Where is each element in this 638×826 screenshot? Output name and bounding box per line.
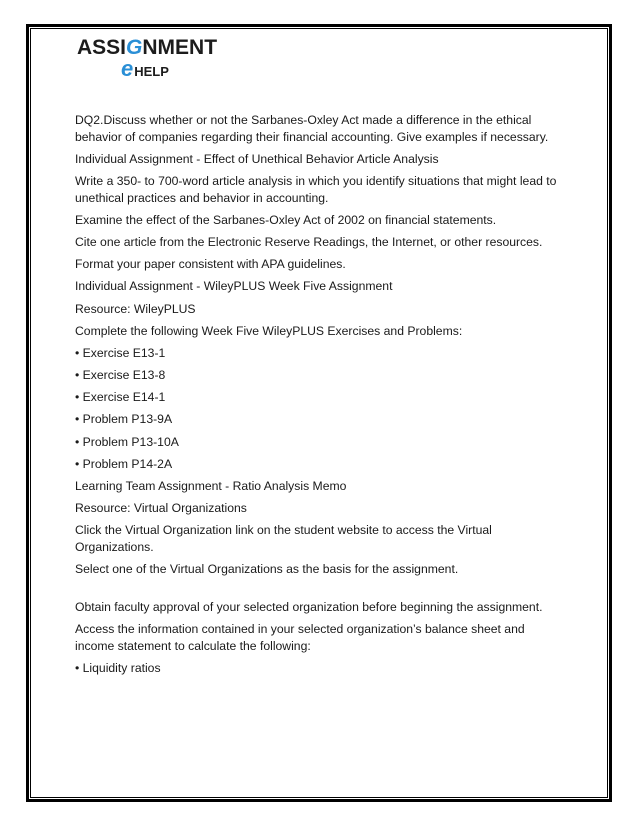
paragraph-faculty-approval: Obtain faculty approval of your selected organization before beginning the assignment. xyxy=(75,599,543,614)
paragraph-article-analysis: Write a 350- to 700-word article analysis in which you identify situations that might lead to unethical practices and behavior in accounting. xyxy=(75,173,557,205)
logo-subtitle: eHELP xyxy=(121,56,169,81)
heading-ratio-analysis-memo: Learning Team Assignment - Ratio Analysis Memo xyxy=(75,479,347,493)
paragraph-complete-exercises: Complete the following Week Five WileyPLUS Exercises and Problems: xyxy=(75,323,463,338)
paragraph-format-apa: Format your paper consistent with APA guidelines. xyxy=(75,257,346,272)
list-item: • Liquidity ratios xyxy=(75,660,161,675)
list-item: • Exercise E14-1 xyxy=(75,390,166,405)
logo-wordmark: ASSIGNMENT xyxy=(77,36,218,59)
document-body xyxy=(75,112,565,682)
paragraph-resource-wileyplus: Resource: WileyPLUS xyxy=(75,301,196,316)
list-item: • Exercise E13-1 xyxy=(75,345,166,360)
paragraph-access-information: Access the information contained in your selected organization’s balance sheet and income statement to calculate the following: xyxy=(75,621,525,653)
paragraph-select-organization: Select one of the Virtual Organizations as the basis for the assignment. xyxy=(75,562,459,577)
assignment-e-help-logo xyxy=(75,36,218,81)
list-item: • Problem P14-2A xyxy=(75,456,173,471)
paragraph-cite-article: Cite one article from the Electronic Reserve Readings, the Internet, or other resources. xyxy=(75,234,543,249)
heading-unethical-behavior: Individual Assignment - Effect of Unethical Behavior Article Analysis xyxy=(75,151,439,166)
paragraph-examine-effect: Examine the effect of the Sarbanes-Oxley Act of 2002 on financial statements. xyxy=(75,212,497,227)
list-item: • Problem P13-10A xyxy=(75,434,179,449)
heading-wileyplus-assignment: Individual Assignment - WileyPLUS Week Five Assignment xyxy=(75,279,393,294)
paragraph-click-virtual-org: Click the Virtual Organization link on the student website to access the Virtual Organizations. xyxy=(75,523,492,554)
list-item: • Problem P13-9A xyxy=(75,412,173,427)
paragraph-resource-virtual-orgs: Resource: Virtual Organizations xyxy=(75,501,247,516)
paragraph-dq2: DQ2.Discuss whether or not the Sarbanes-Oxley Act made a difference in the ethical behavior of companies regarding their financial accounting. Give examples if necessary. xyxy=(75,113,549,144)
list-item: • Exercise E13-8 xyxy=(75,368,166,383)
logo-e-icon: e xyxy=(121,56,134,81)
